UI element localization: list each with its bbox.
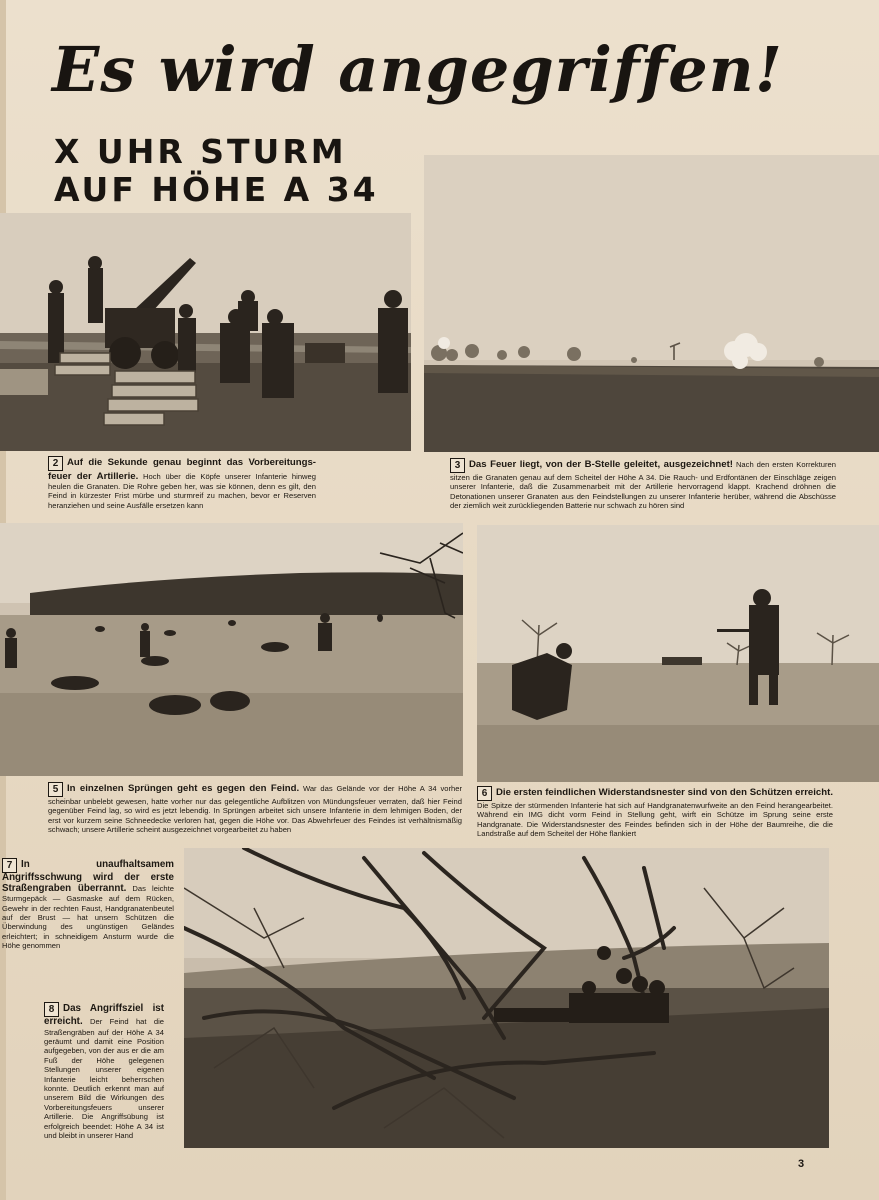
caption-8 bbox=[44, 1002, 164, 1140]
caption-lead: Auf die Sekunde genau beginnt das Vorbereitungs-feuer der Artillerie. bbox=[48, 457, 316, 482]
caption-3 bbox=[450, 458, 836, 511]
caption-number: 6 bbox=[477, 786, 492, 801]
caption-7 bbox=[2, 858, 174, 951]
caption-number: 2 bbox=[48, 456, 63, 471]
photo-artillery-crew bbox=[0, 213, 411, 451]
caption-lead: Die ersten feindlichen Widerstandsnester sind von den Schützen erreicht. bbox=[496, 787, 833, 798]
subhead-line-2: AUF HÖHE A 34 bbox=[54, 170, 379, 209]
photo-shell-bursts-on-hill bbox=[424, 155, 879, 452]
subhead-line-1: X UHR STURM bbox=[54, 132, 347, 171]
caption-body: Die Spitze der stürmenden Infanterie hat sich auf Handgranatenwurfweite an den Feind herangearbeitet. Während ein IMG dicht vorm Feind in Stellung geht, wirft ein Schütze im Sprung seine erste Handgranate. Die Widerstandsnester des Feindes befinden sich in der Höhe der Baumreihe, die die Landstraße auf dem Scheitel der Höhe flankiert bbox=[477, 801, 833, 839]
subhead bbox=[54, 133, 379, 209]
caption-lead: In einzelnen Sprüngen geht es gegen den Feind. bbox=[67, 783, 300, 794]
caption-number: 8 bbox=[44, 1002, 59, 1017]
headline: Es wird angegriffen! bbox=[52, 33, 783, 106]
photo-captured-position bbox=[184, 848, 829, 1148]
caption-number: 3 bbox=[450, 458, 465, 473]
caption-2 bbox=[48, 456, 316, 510]
caption-lead: Das Feuer liegt, von der B-Stelle geleitet, ausgezeichnet! bbox=[469, 459, 733, 470]
photo-infantry-advancing bbox=[0, 523, 463, 776]
photo-grenade-throw bbox=[477, 525, 879, 782]
caption-body: Nach den ersten Korrekturen sitzen die Granaten genau auf dem Scheitel der Höhe A 34. Die Rauch- und Erdfontänen der Einschläge zeigen unserer Infanterie, daß die Zusammenarbeit mit der Artillerie hervorragend klappt. Krachend dröhnen die Detonationen unserer Granaten aus den Feindstellungen zu unserer Infanterie herüber, während die Abschüsse der ziemlich weit zurückliegenden Batterie nur schwach zu hören sind bbox=[450, 460, 836, 511]
caption-6 bbox=[477, 786, 833, 839]
caption-5 bbox=[48, 782, 462, 835]
caption-number: 5 bbox=[48, 782, 63, 797]
caption-body: Hoch über die Köpfe unserer Infanterie hinweg heulen die Granaten. Die Rohre geben her, was sie können, denn es gilt, den Feind in kürzester Frist mürbe und sturmreif zu machen, bevor er Reserven heranziehen und seine Ausfälle ersetzen kann bbox=[48, 472, 316, 510]
caption-lead: Das Angriffsziel ist erreicht. bbox=[44, 1003, 164, 1027]
caption-number: 7 bbox=[2, 858, 17, 873]
caption-lead: In unaufhaltsamem Angriffsschwung wird der erste Straßengraben überrannt. bbox=[2, 859, 174, 894]
page-number: 3 bbox=[798, 1158, 805, 1170]
caption-body: Das leichte Sturmgepäck — Gasmaske auf dem Rücken, Gewehr in der rechten Faust, Handgranatenbeutel auf der Brust — hat unsern Schützen die Überwindung des ungünstigen Geländes erleichtert; in schneidigem Ansturm wurde die Höhe genommen bbox=[2, 883, 174, 951]
caption-body: Der Feind hat die Straßengräben auf der Höhe A 34 geräumt und damit eine Position aufgegeben, von der aus er die am Fuß der Höhe gelegenen Stellungen unserer eigenen Infanterie leicht beherrschen konnte. Deutlich erkennt man auf unserem Bild die Wirkungen des Vorbereitungsfeuers unserer Artillerie. Die Angriffsübung ist erfolgreich beendet: Höhe A 34 ist und bleibt in unserer Hand bbox=[44, 1017, 164, 1141]
caption-body: War das Gelände vor der Höhe A 34 vorher scheinbar unbelebt gewesen, hatte vorher nur das gelegentliche Aufblitzen von Mündungsfeuer verraten, daß hier Feind gegenüber Feind lag, so wird es jetzt lebendig. In Sprüngen arbeitet sich unsere Infanterie in dem lehmigen Boden, der erst vor kurzem seine Schneedecke verloren hat, gegen die Höhe vor. Das Abwehrfeuer des Feindes ist verhältnismäßig schwach; unsere Artillerie scheint ausgezeichnet vorgearbeitet zu haben bbox=[48, 784, 462, 835]
